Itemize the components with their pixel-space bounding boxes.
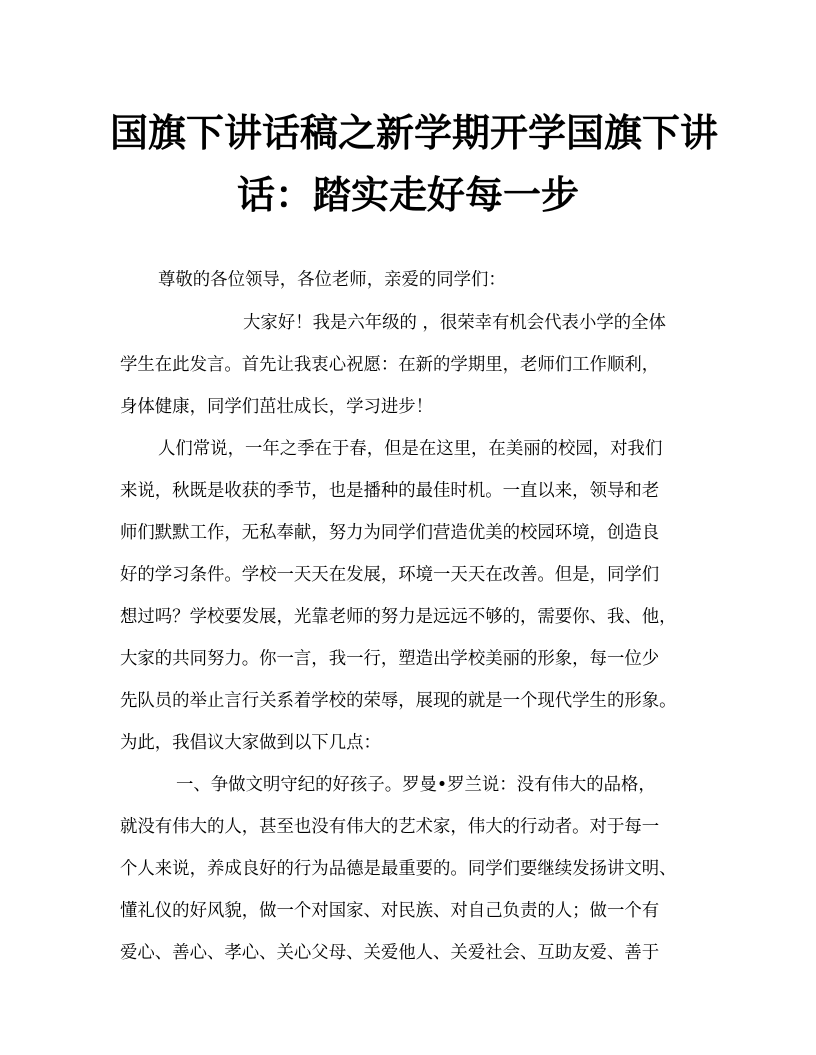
paragraph-line: 想过吗？学校要发展，光靠老师的努力是远远不够的，需要你、我、他，	[120, 607, 677, 627]
paragraph-line: 个人来说，养成良好的行为品德是最重要的。同学们要继续发扬讲文明、	[120, 859, 677, 879]
paragraph-line: 爱心、善心、孝心、关心父母、关爱他人、关爱社会、互助友爱、善于	[120, 943, 660, 963]
paragraph-line: 身体健康，同学们茁壮成长，学习进步！	[120, 397, 434, 417]
paragraph-line: 就没有伟大的人，甚至也没有伟大的艺术家，伟大的行动者。对于每一	[120, 817, 660, 837]
paragraph-line: 来说，秋既是收获的季节，也是播种的最佳时机。一直以来，领导和老	[120, 481, 660, 501]
paragraph-line: 大家好！我是六年级的 ，很荣幸有机会代表小学的全体	[243, 313, 666, 333]
salutation: 尊敬的各位领导，各位老师，亲爱的同学们：	[158, 270, 506, 290]
document-title-line-2: 话：踏实走好每一步	[236, 172, 579, 217]
document-title-line-1: 国旗下讲话稿之新学期开学国旗下讲	[110, 110, 719, 155]
paragraph-line: 学生在此发言。首先让我衷心祝愿：在新的学期里，老师们工作顺利，	[120, 355, 660, 375]
paragraph-line: 好的学习条件。学校一天天在发展，环境一天天在改善。但是，同学们	[120, 565, 660, 585]
paragraph-line: 懂礼仪的好风貌，做一个对国家、对民族、对自己负责的人；做一个有	[120, 901, 660, 921]
paragraph-line: 先队员的举止言行关系着学校的荣辱，展现的就是一个现代学生的形象。	[120, 691, 677, 711]
paragraph-line: 一、争做文明守纪的好孩子。罗曼•罗兰说：没有伟大的品格，	[176, 775, 656, 795]
paragraph-line: 人们常说，一年之季在于春，但是在这里，在美丽的校园，对我们	[158, 439, 663, 459]
paragraph-line: 师们默默工作，无私奉献，努力为同学们营造优美的校园环境，创造良	[120, 523, 660, 543]
paragraph-line: 大家的共同努力。你一言，我一行，塑造出学校美丽的形象，每一位少	[120, 649, 660, 669]
paragraph-line: 为此，我倡议大家做到以下几点：	[120, 733, 381, 753]
